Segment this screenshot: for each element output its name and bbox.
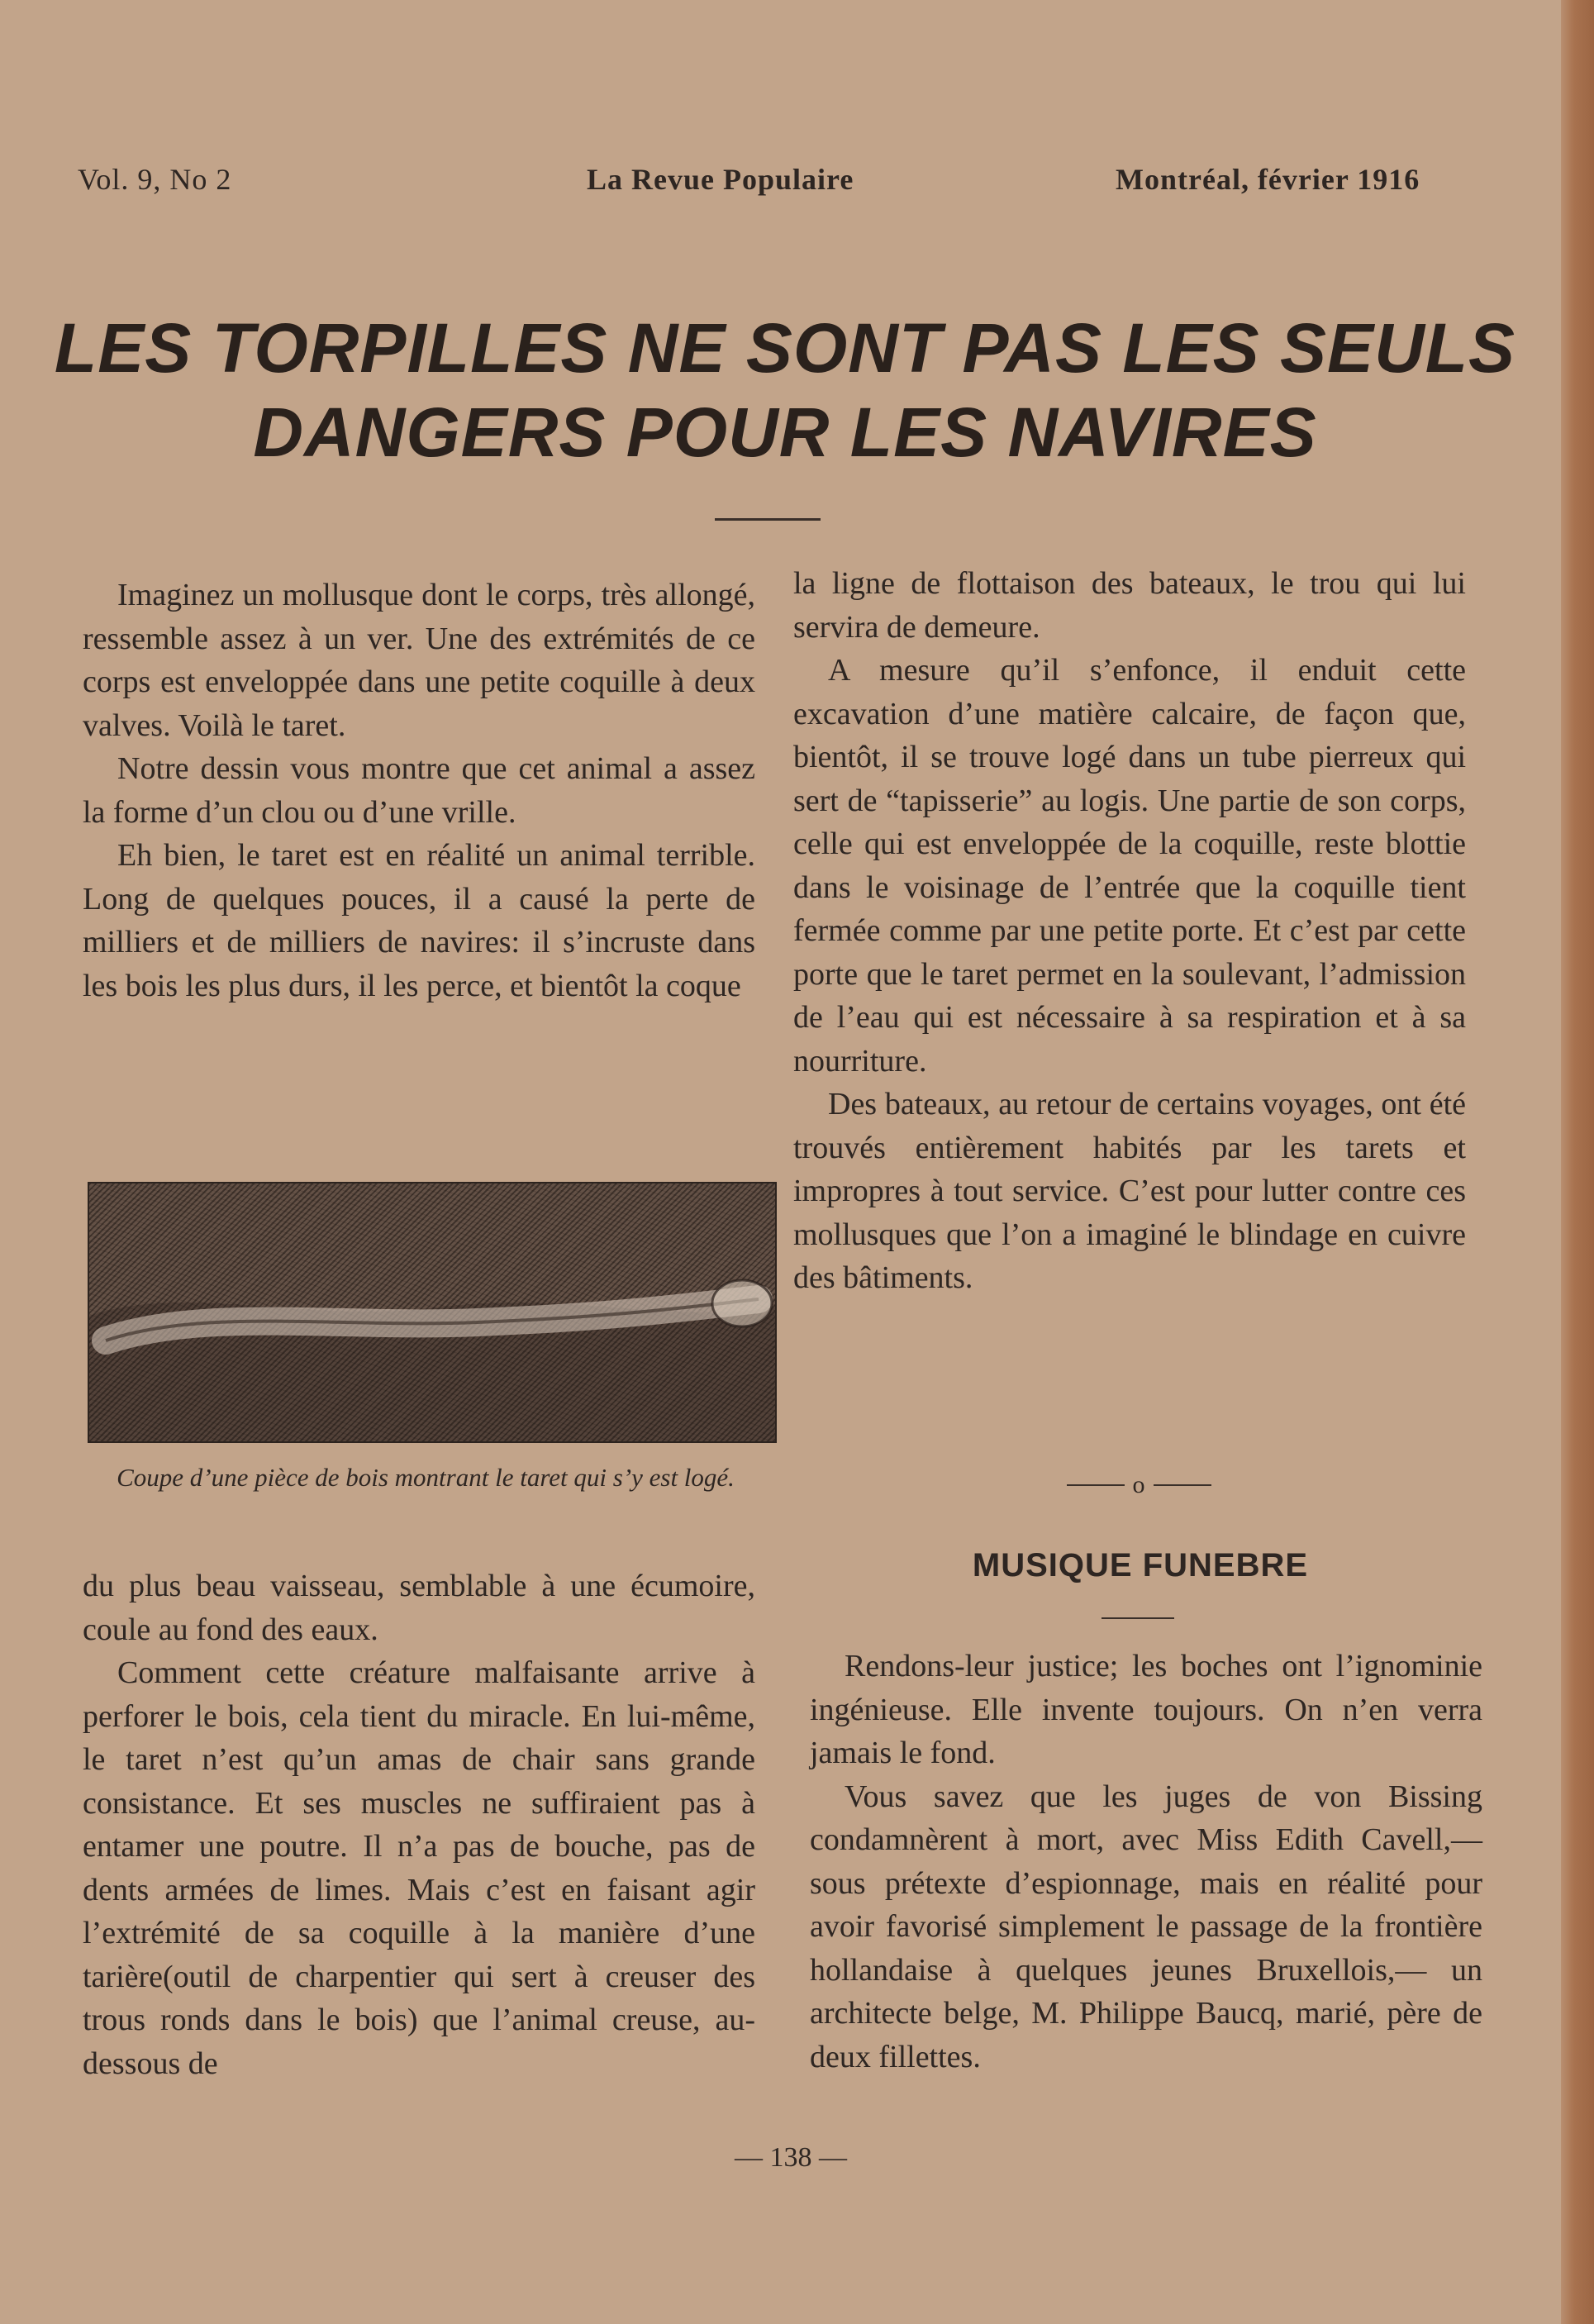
paragraph: la ligne de flottaison des bateaux, le trou qui lui servira de demeure. xyxy=(793,566,1466,645)
divider-line-left xyxy=(1067,1484,1125,1486)
paragraph: Comment cette créature malfaisante arrive à perforer le bois, cela tient du miracle. En lui-même, le taret n’est qu’un amas de chair sans grande consistance. Et ses muscles ne suffiraient pas à entamer une poutre. Il n’a pas de bouche, pas de dents armées de limes. Mais c’est en faisant agir l’extrémité de sa coquille à la manière d’une tarière(outil de charpentier qui sert à creuser des trous ronds dans le bois) que l’animal creuse, au-dessous de xyxy=(83,1655,755,2081)
divider-mark: o xyxy=(1132,1471,1145,1498)
paragraph: Eh bien, le taret est en réalité un animal terrible. Long de quelques pouces, il a causé la perte de milliers et de milliers de navires: il s’incruste dans les bois les plus durs, il les perce, et bientôt la coque xyxy=(83,838,755,1003)
section-divider xyxy=(1048,1471,1230,1499)
divider-line-right xyxy=(1154,1484,1211,1486)
shipworm-drawing xyxy=(89,1183,775,1441)
right-column-top xyxy=(793,562,1466,1300)
paragraph: Des bateaux, au retour de certains voyages, ont été trouvés entièrement habités par les tarets et impropres à tout service. C’est pour lutter contre ces mollusques que l’on a imaginé le blindage en cuivre des bâtiments. xyxy=(793,1087,1466,1295)
right-column-bottom xyxy=(810,1645,1482,2079)
article-title-line-2: DANGERS POUR LES NAVIRES xyxy=(253,393,1317,471)
paragraph: Notre dessin vous montre que cet animal a assez la forme d’un clou ou d’une vrille. xyxy=(83,751,755,830)
left-column-top xyxy=(83,574,755,1007)
article-title xyxy=(50,306,1520,474)
page-number: — 138 — xyxy=(735,2142,847,2173)
shipworm-wood-illustration xyxy=(88,1182,777,1443)
publication-name: La Revue Populaire xyxy=(587,163,854,196)
place-date: Montréal, février 1916 xyxy=(1116,163,1420,196)
title-rule xyxy=(715,518,821,521)
paragraph: Vous savez que les juges de von Bissing condamnèrent à mort, avec Miss Edith Cavell,— sous prétexte d’espionnage, mais en réalité pour avoir favorisé simplement le passage de la frontière hollandaise à quelques jeunes Bruxellois,— un architecte belge, M. Philippe Baucq, marié, père de deux fillettes. xyxy=(810,1779,1482,2074)
subhead-rule xyxy=(1102,1617,1174,1619)
second-article-title: MUSIQUE FUNEBRE xyxy=(972,1547,1309,1583)
left-column-bottom xyxy=(83,1564,755,2085)
paragraph: Imaginez un mollusque dont le corps, très allongé, ressemble assez à un ver. Une des extrémités de ce corps est enveloppée dans une petite coquille à deux valves. Voilà le taret. xyxy=(83,578,755,743)
paragraph: du plus beau vaisseau, semblable à une écumoire, coule au fond des eaux. xyxy=(83,1569,755,1647)
paragraph: A mesure qu’il s’enfonce, il enduit cette excavation d’une matière calcaire, de façon que, bientôt, il se trouve logé dans un tube pierreux qui sert de “tapisserie” au logis. Une partie de son corps, celle qui est enveloppée de la coquille, reste blottie dans le voisinage de l’entrée que la coquille tient fermée comme par une petite porte. Et c’est par cette porte que le taret permet en la soulevant, l’admission de l’eau qui est nécessaire à sa respiration et à sa nourriture. xyxy=(793,653,1466,1079)
volume-number: Vol. 9, No 2 xyxy=(78,163,232,196)
article-title-line-1: LES TORPILLES NE SONT PAS LES SEULS xyxy=(54,309,1516,387)
page-edge xyxy=(1561,0,1594,2324)
paragraph: Rendons-leur justice; les boches ont l’ignominie ingénieuse. Elle invente toujours. On n’en verra jamais le fond. xyxy=(810,1649,1482,1770)
figure-caption: Coupe d’une pièce de bois montrant le taret qui s’y est logé. xyxy=(117,1463,735,1492)
